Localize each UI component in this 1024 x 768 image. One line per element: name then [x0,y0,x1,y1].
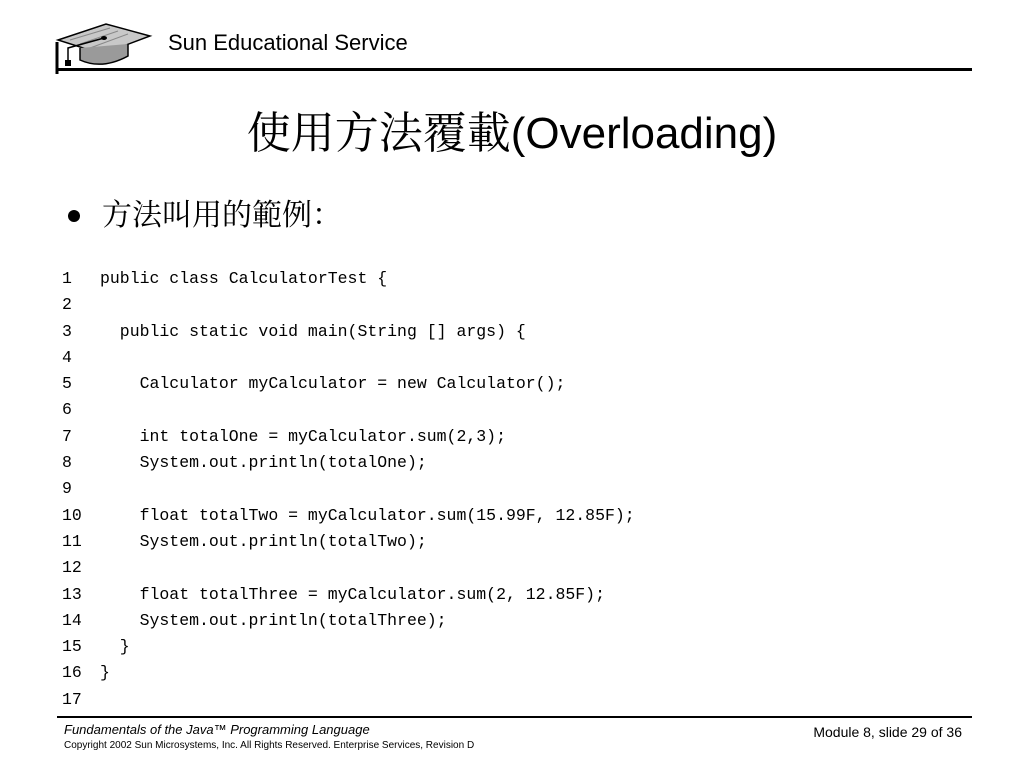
line-number: 6 [62,400,72,420]
code-line [62,450,962,476]
code-text: float totalTwo = myCalculator.sum(15.99F, 12.85F); [100,505,635,525]
code-line [62,634,962,660]
code-line [62,266,962,292]
code-text: float totalThree = myCalculator.sum(2, 12.85F); [100,584,605,604]
code-line [62,529,962,555]
code-line [62,292,962,318]
line-number: 15 [62,637,82,657]
graduation-cap-icon [54,18,154,74]
code-text: System.out.println(totalTwo); [100,531,427,551]
code-text: System.out.println(totalOne); [100,453,427,473]
code-line [62,582,962,608]
code-text: System.out.println(totalThree); [100,610,447,630]
footer-course-title: Fundamentals of the Java™ Programming Language [64,722,370,737]
slide-number: Module 8, slide 29 of 36 [813,724,962,740]
line-number: 2 [62,295,72,315]
code-line [62,660,962,686]
line-number: 8 [62,453,72,473]
code-text: public static void main(String [] args) { [100,321,526,341]
code-line [62,687,962,713]
bullet-item [68,194,342,238]
line-number: 12 [62,558,82,578]
line-number: 11 [62,531,82,551]
code-line [62,424,962,450]
company-name: Sun Educational Service [168,30,408,55]
footer-divider [57,716,972,718]
code-text: } [100,663,110,683]
line-number: 9 [62,479,72,499]
slide-title: 使用方法覆載(Overloading) [246,109,778,158]
line-number: 5 [62,374,72,394]
code-text: public class CalculatorTest { [100,269,388,288]
code-line [62,503,962,529]
code-listing [62,266,962,713]
line-number: 1 [62,269,72,288]
line-number: 3 [62,321,72,341]
code-text: int totalOne = myCalculator.sum(2,3); [100,426,506,446]
bullet-dot-icon [68,210,80,222]
bullet-text: 方法叫用的範例： [102,199,342,232]
code-text: } [100,637,130,657]
line-number: 7 [62,426,72,446]
line-number: 16 [62,663,82,683]
footer-copyright: Copyright 2002 Sun Microsystems, Inc. All Rights Reserved. Enterprise Services, Revision D [64,740,475,751]
header-divider [57,68,972,71]
line-number: 13 [62,584,82,604]
code-line [62,555,962,581]
code-line [62,345,962,371]
line-number: 17 [62,689,82,709]
code-line [62,397,962,423]
code-line [62,476,962,502]
line-number: 10 [62,505,82,525]
code-text: Calculator myCalculator = new Calculator(); [100,374,566,394]
line-number: 4 [62,347,72,367]
line-number: 14 [62,610,82,630]
code-line [62,371,962,397]
code-line [62,319,962,345]
code-line [62,608,962,634]
